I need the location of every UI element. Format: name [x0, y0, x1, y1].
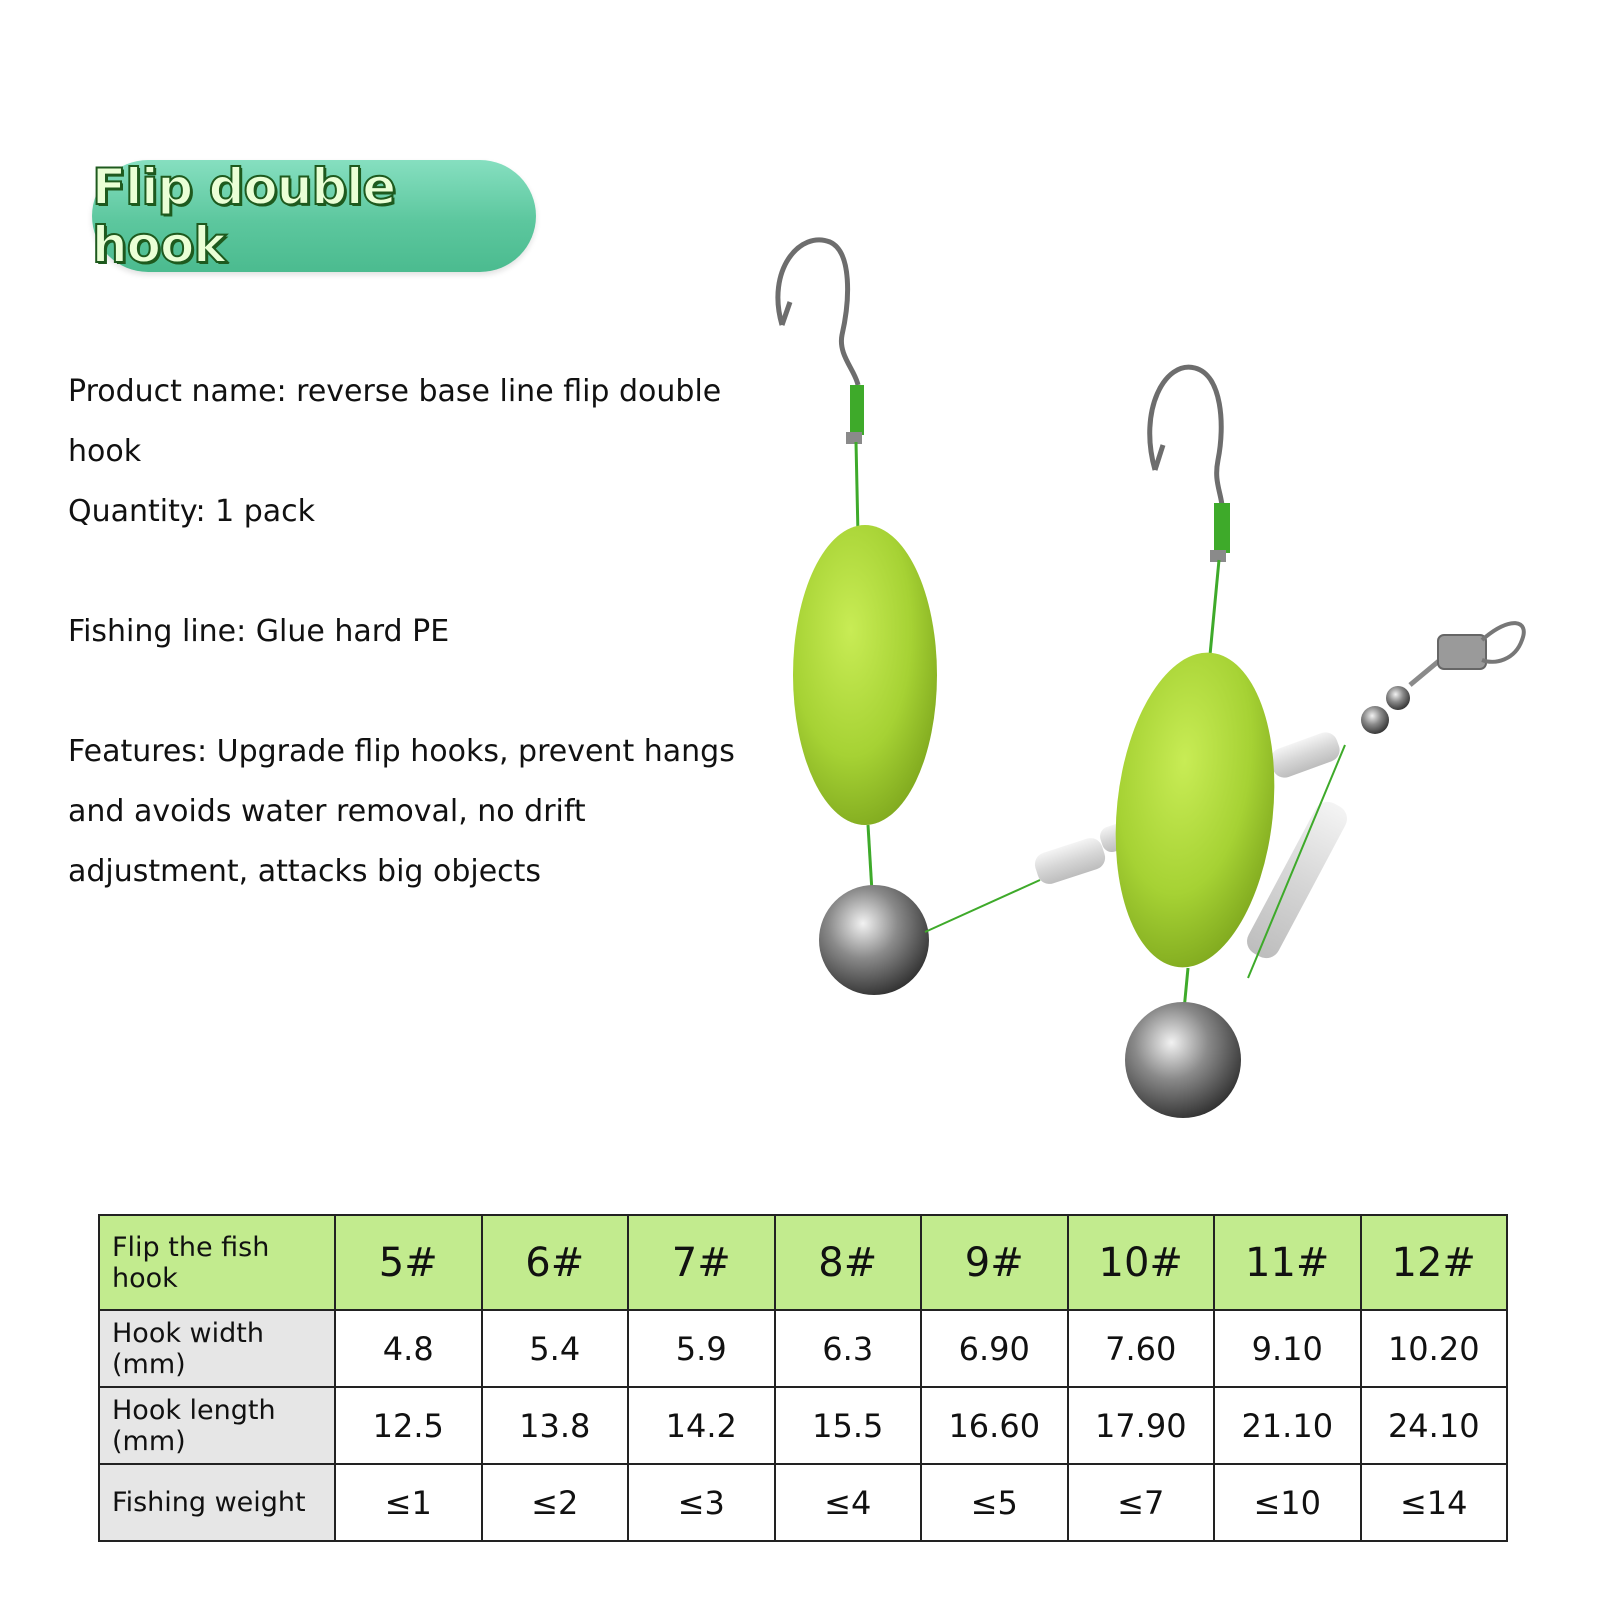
table-cell: 12.5 [335, 1387, 482, 1464]
table-row [99, 1310, 1507, 1387]
table-cell: 10.20 [1361, 1310, 1508, 1387]
left-sinker [819, 885, 929, 995]
size-cell: 9# [921, 1215, 1068, 1310]
table-cell: ≤1 [335, 1464, 482, 1541]
table-cell: 5.4 [482, 1310, 629, 1387]
right-hook [1150, 367, 1230, 655]
spec-product-name: Product name: reverse base line flip double hook [68, 374, 722, 469]
table-cell: 5.9 [628, 1310, 775, 1387]
table-cell: 4.8 [335, 1310, 482, 1387]
table-cell: ≤14 [1361, 1464, 1508, 1541]
row-label: Hook length (mm) [99, 1387, 335, 1464]
double-hook-illustration [770, 220, 1590, 1140]
row-label: Flip the fish hook [99, 1215, 335, 1310]
size-cell: 6# [482, 1215, 629, 1310]
table-cell: 9.10 [1214, 1310, 1361, 1387]
snap-swivel [1361, 623, 1524, 734]
table-cell: ≤4 [775, 1464, 922, 1541]
table-row [99, 1387, 1507, 1464]
table-cell: 7.60 [1068, 1310, 1215, 1387]
row-label: Fishing weight [99, 1464, 335, 1541]
table-cell: 17.90 [1068, 1387, 1215, 1464]
size-cell: 12# [1361, 1215, 1508, 1310]
table-cell: 16.60 [921, 1387, 1068, 1464]
size-cell: 5# [335, 1215, 482, 1310]
spec-fishing-line: Fishing line: Glue hard PE [68, 614, 450, 649]
table-cell: ≤3 [628, 1464, 775, 1541]
table-cell: ≤10 [1214, 1464, 1361, 1541]
table-cell: 21.10 [1214, 1387, 1361, 1464]
size-cell: 7# [628, 1215, 775, 1310]
table-cell: ≤7 [1068, 1464, 1215, 1541]
spec-features: Features: Upgrade flip hooks, prevent hangs and avoids water removal, no drift adjustment, attacks big objects [68, 734, 735, 889]
right-sinker [1125, 1002, 1241, 1118]
table-cell: 6.3 [775, 1310, 922, 1387]
table-cell: ≤5 [921, 1464, 1068, 1541]
row-label: Hook width (mm) [99, 1310, 335, 1387]
spec-quantity: Quantity: 1 pack [68, 494, 316, 529]
page-title: Flip double hook [92, 158, 396, 274]
table-cell: 24.10 [1361, 1387, 1508, 1464]
table-cell: 13.8 [482, 1387, 629, 1464]
table-header-row [99, 1215, 1507, 1310]
size-cell: 11# [1214, 1215, 1361, 1310]
table-cell: 6.90 [921, 1310, 1068, 1387]
left-float [793, 525, 937, 825]
size-cell: 10# [1068, 1215, 1215, 1310]
table-cell: 14.2 [628, 1387, 775, 1464]
left-hook [778, 240, 864, 535]
size-spec-table [98, 1214, 1508, 1542]
title-banner [92, 160, 536, 272]
table-cell: 15.5 [775, 1387, 922, 1464]
table-cell: ≤2 [482, 1464, 629, 1541]
size-cell: 8# [775, 1215, 922, 1310]
table-row [99, 1464, 1507, 1541]
